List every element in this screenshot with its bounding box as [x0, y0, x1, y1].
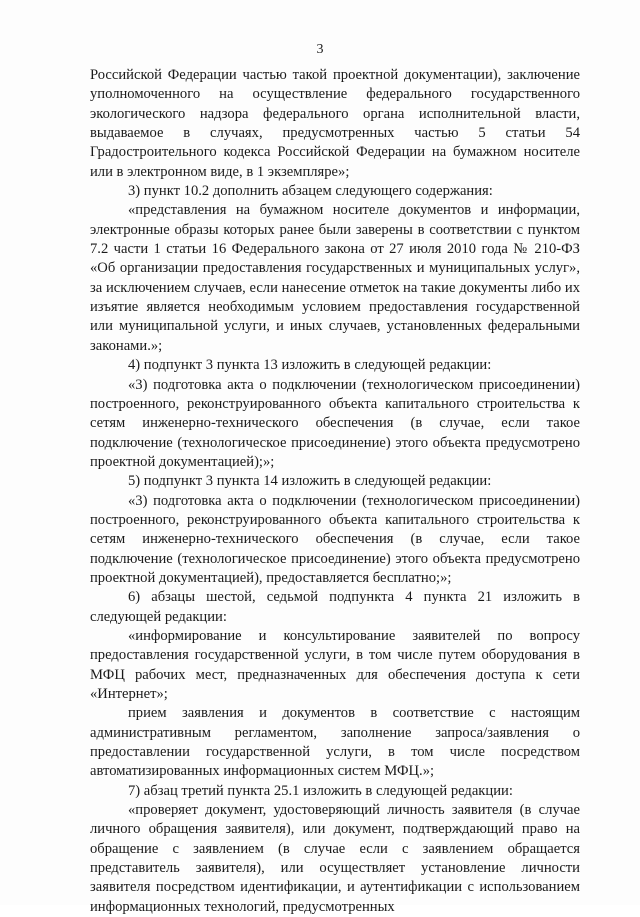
paragraph-5: «3) подготовка акта о подключении (технологическом присоединении) построенного, реконструированного объекта капитального строительства к сетям инженерно-технического обеспечения (в случае, если такое подключение (технологическое присоединение) этого объекта предусмотрено проектной документацией);»;: [90, 376, 580, 470]
document-body: [90, 66, 580, 917]
paragraph-3: «представления на бумажном носителе документов и информации, электронные образы которых ранее были заверены в соответствии с пунктом 7.2 части 1 статьи 16 Федерального закона от 27 июля 2010 года № 210-ФЗ «Об организации предоставления государственных и муниципальных услуг», за исключением случаев, если нанесение отметок на такие документы либо их изъятие является необходимым условием предоставления государственной или муниципальной услуги, и иных случаев, установленных федеральными законами.»;: [90, 202, 580, 354]
paragraph-2: 3) пункт 10.2 дополнить абзацем следующего содержания:: [128, 183, 493, 200]
paragraph-11: 7) абзац третий пункта 25.1 изложить в следующей редакции:: [128, 782, 513, 799]
paragraph-1: Российской Федерации частью такой проектной документации), заключение уполномоченного на осуществление федерального государственного экологического надзора федерального органа исполнительной власти, выдаваемое в случаях, предусмотренных частью 5 статьи 54 Градостроительного кодекса Российской Федерации на бумажном носителе или в электронном виде, в 1 экземпляре»;: [90, 67, 580, 180]
paragraph-7: «3) подготовка акта о подключении (технологическом присоединении) построенного, реконструированного объекта капитального строительства к сетям инженерно-технического обеспечения (в случае, если такое подключение (технологическое присоединение) этого объекта предусмотрено проектной документацией), предоставляется бесплатно;»;: [90, 492, 580, 586]
paragraph-8: 6) абзацы шестой, седьмой подпункта 4 пункта 21 изложить в следующей редакции:: [90, 589, 580, 625]
paragraph-4: 4) подпункт 3 пункта 13 изложить в следующей редакции:: [128, 357, 492, 374]
paragraph-10: прием заявления и документов в соответствие с настоящим административным регламентом, заполнение запроса/заявления о предоставлении государственной услуги, в том числе посредством автоматизированных информационных систем МФЦ.»;: [90, 705, 580, 780]
paragraph-12: «проверяет документ, удостоверяющий личность заявителя (в случае личного обращения заявителя), или документ, подтверждающий право на обращение с заявлением (в случае если с заявлением обращается представитель заявителя), или осуществляет установление личности заявителя посредством идентификации, и аутентификации с использованием информационных технологий, предусмотренных: [90, 802, 580, 915]
paragraph-9: «информирование и консультирование заявителей по вопросу предоставления государственной услуги, в том числе путем оборудования в МФЦ рабочих мест, предназначенных для обеспечения доступа к сети «Интернет»;: [90, 627, 580, 702]
paragraph-6: 5) подпункт 3 пункта 14 изложить в следующей редакции:: [128, 473, 492, 490]
page-number: 3: [316, 42, 324, 57]
